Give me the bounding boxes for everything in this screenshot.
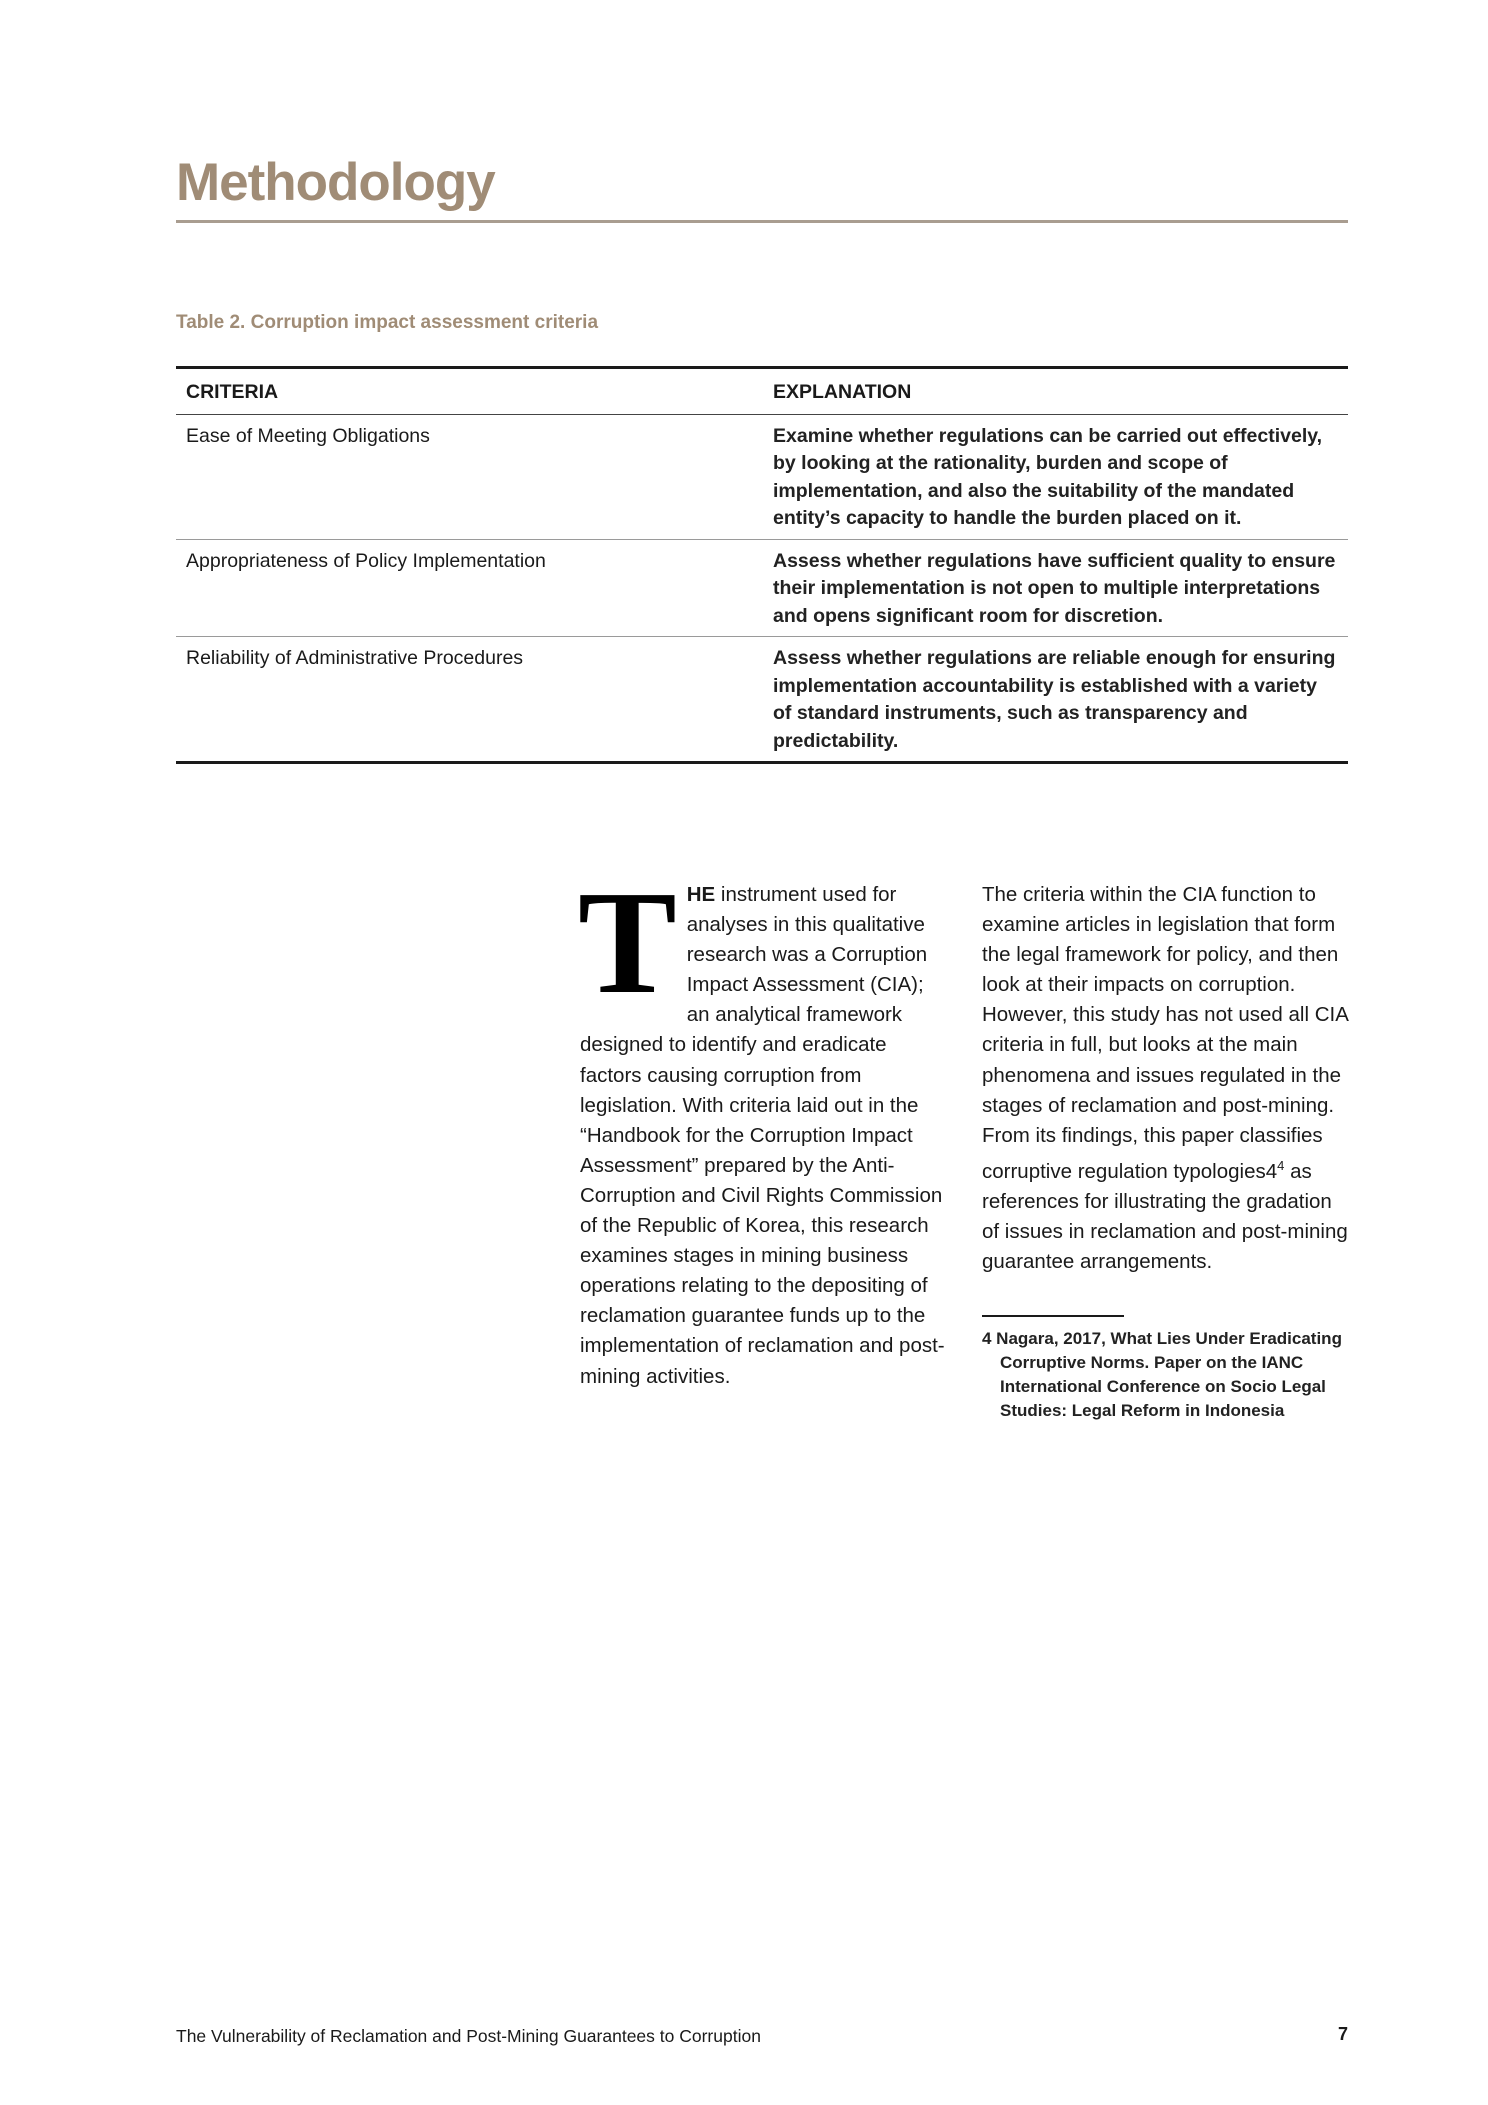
table-header-row xyxy=(176,368,1348,415)
table-row xyxy=(176,637,1348,763)
body-column-left xyxy=(578,861,945,1392)
criteria-cell: Reliability of Administrative Procedures xyxy=(176,637,763,763)
criteria-cell: Appropriateness of Policy Implementation xyxy=(176,539,763,637)
criteria-table xyxy=(176,366,1348,764)
explanation-cell: Assess whether regulations have sufficient quality to ensure their implementation is not open to multiple interpretations and opens significant room for discretion. xyxy=(763,539,1348,637)
table-row xyxy=(176,539,1348,637)
body-paragraph xyxy=(578,861,945,1392)
body-text: instrument used for analyses in this qualitative research was a Corruption Impact Assessment (CIA); an analytical framework designed to identify and eradicate factors causing corruption from legislation. With criteria laid out in the “Handbook for the Corruption Impact Assessment” prepared by the Anti-Corruption and Civil Rights Commission of the Republic of Korea, this research examines stages in mining business operations relating to the depositing of reclamation guarantee funds up to the implementation of reclamation and post-mining activities. xyxy=(580,883,945,1388)
page-number: 7 xyxy=(1337,2024,1348,2044)
criteria-column-header: CRITERIA xyxy=(176,368,763,415)
lead-caps: HE xyxy=(686,883,716,906)
footnote: 4 Nagara, 2017, What Lies Under Eradicating Corruptive Norms. Paper on the IANC International Conference on Socio Legal Studies: Legal Reform in Indonesia xyxy=(982,1329,1342,1421)
table-row xyxy=(176,414,1348,539)
body-column-right xyxy=(982,880,1350,1423)
body-text: The criteria within the CIA function to examine articles in legislation that form the legal framework for policy, and then look at their impacts on corruption. However, this study has not used all CIA criteria in full, but looks at the main phenomena and issues regulated in the stages of reclamation and post-mining. From its findings, this paper classifies corruptive regulation typologies4 xyxy=(982,883,1348,1183)
criteria-cell: Ease of Meeting Obligations xyxy=(176,414,763,539)
footnote-divider xyxy=(982,1315,1124,1317)
body-paragraph xyxy=(982,880,1350,1277)
explanation-column-header: EXPLANATION xyxy=(763,368,1348,415)
explanation-cell: Assess whether regulations are reliable enough for ensuring implementation accountability is established with a variety of standard instruments, such as transparency and predictability. xyxy=(763,637,1348,763)
explanation-cell: Examine whether regulations can be carried out effectively, by looking at the rationality, burden and scope of implementation, and also the suitability of the mandated entity’s capacity to handle the burden placed on it. xyxy=(763,414,1348,539)
heading-divider xyxy=(176,220,1348,223)
page-title: Methodology xyxy=(176,153,495,212)
footnote-ref[interactable]: 4 xyxy=(1277,1157,1285,1173)
table-caption: Table 2. Corruption impact assessment criteria xyxy=(176,312,599,333)
drop-cap: T xyxy=(578,861,677,1025)
body-text-continued: as references for illustrating the gradation of issues in reclamation and post-mining guarantee arrangements. xyxy=(982,1159,1348,1273)
footer-title: The Vulnerability of Reclamation and Post-Mining Guarantees to Corruption xyxy=(176,2026,761,2046)
